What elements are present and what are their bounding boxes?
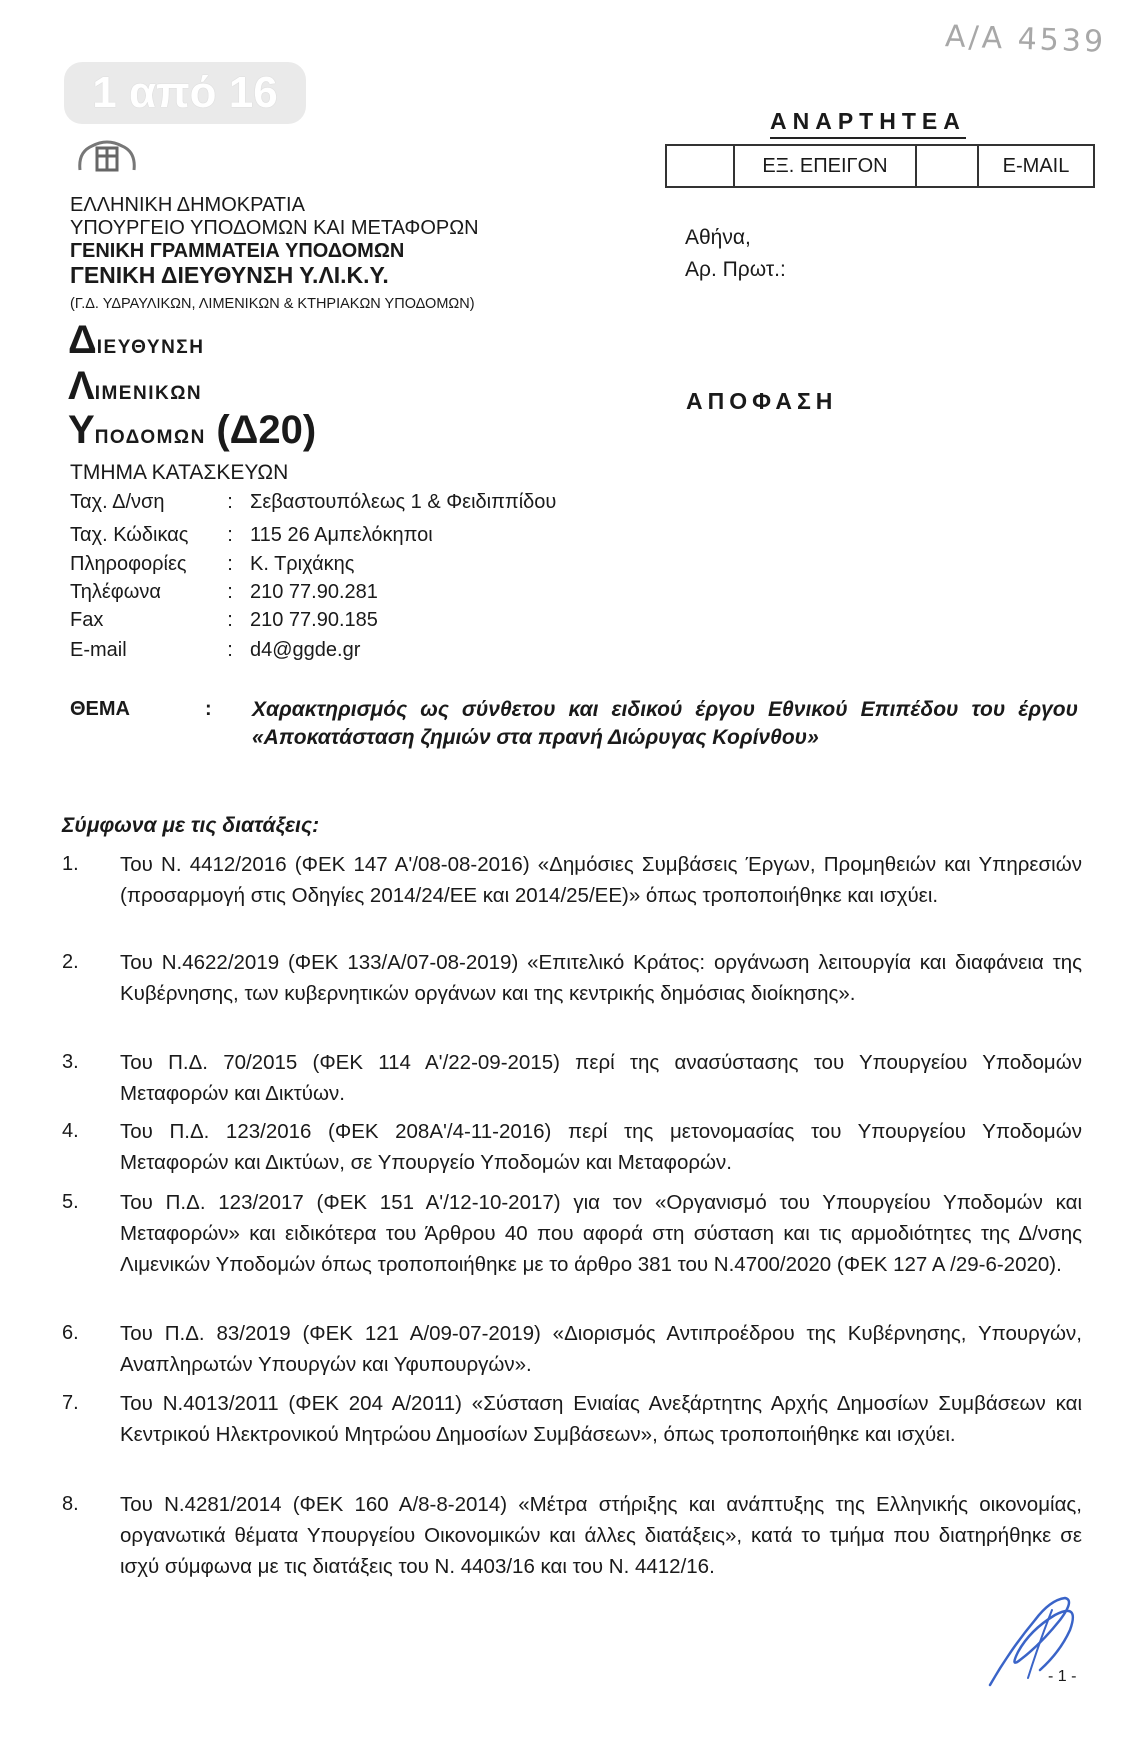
subject-text: Χαρακτηρισμός ως σύνθετου και ειδικού έργου Εθνικού Επιπέδου του έργου «Αποκατάσταση ζημιών στα πρανή Διώρυγας Κορίνθου» [252, 698, 1078, 749]
header-republic: ΕΛΛΗΝΙΚΗ ΔΗΜΟΚΡΑΤΙΑ [70, 194, 305, 216]
contact-value: Σεβαστουπόλεως 1 & Φειδιππίδου [250, 491, 557, 513]
place-athens: Αθήνα, [685, 226, 751, 249]
department-line-3: ΥΠΟΔΟΜΩΝ (Δ20) [68, 408, 317, 452]
provision-text: Του Ν.4622/2019 (ΦΕΚ 133/Α/07-08-2019) «Επιτελικό Κράτος: οργάνωση λειτουργία και διαφάνεια της Κυβέρνησης, των κυβερνητικών οργάνων και της κεντρικής δημόσιας διοίκησης». [120, 951, 1082, 1005]
contact-label: Fax [70, 609, 104, 631]
national-emblem-icon [72, 140, 142, 174]
provision-number: 7. [62, 1392, 79, 1414]
contact-row-postal-code: Ταχ. Κώδικας : 115 26 Αμπελόκηποι [70, 524, 433, 546]
provision-text: Του Π.Δ. 123/2017 (ΦΕΚ 151 Α'/12-10-2017) για τον «Οργανισμό του Υπουργείου Υποδομών και Μεταφορών» και ειδικότερα του Άρθρου 40 που αφορά στη σύσταση και τις αρμοδιότητες της Δ/νσης Λιμενικών Υποδομών όπως τροποποιήθηκε με το άρθρο 381 του Ν.4700/2020 (ΦΕΚ 127 Α /29-6-2020). [120, 1191, 1082, 1276]
header-ministry: ΥΠΟΥΡΓΕΙΟ ΥΠΟΔΟΜΩΝ ΚΑΙ ΜΕΤΑΦΟΡΩΝ [70, 217, 479, 239]
provision-number: 6. [62, 1322, 79, 1344]
provision-text: Του Ν.4013/2011 (ΦΕΚ 204 Α/2011) «Σύσταση Ενιαίας Ανεξάρτητης Αρχής Δημοσίων Συμβάσεων και Κεντρικού Ηλεκτρονικού Μητρώου Δημοσίων Συμβάσεων», όπως τροποποιήθηκε και ισχύει. [120, 1392, 1082, 1446]
provision-number: 8. [62, 1493, 79, 1515]
page-indicator: 1 από 16 [64, 62, 306, 124]
urgent-box: ΕΞ. ΕΠΕΙΓΟΝ [735, 146, 917, 186]
section-name: ΤΜΗΜΑ ΚΑΤΑΣΚΕΥΩΝ [70, 461, 289, 484]
document-type-decision: ΑΠΟΦΑΣΗ [686, 388, 838, 414]
header-general-directorate: ΓΕΝΙΚΗ ΔΙΕΥΘΥΝΣΗ Υ.ΛΙ.Κ.Υ. [70, 262, 389, 288]
provision-text: Του Π.Δ. 123/2016 (ΦΕΚ 208Α'/4-11-2016) περί της μετονομασίας του Υπουργείου Υποδομών Μεταφορών και Δικτύων, σε Υπουργείο Υποδομών και Μεταφορών. [120, 1120, 1082, 1174]
provision-number: 4. [62, 1120, 79, 1142]
contact-label: Ταχ. Δ/νση [70, 491, 165, 513]
contact-value: 210 77.90.185 [250, 609, 378, 631]
department-line-2: ΛΙΜΕΝΙΚΩΝ [68, 364, 203, 408]
contact-value: 210 77.90.281 [250, 581, 378, 603]
provision-text: Του Ν.4281/2014 (ΦΕΚ 160 Α/8-8-2014) «Μέτρα στήριξης και ανάπτυξης της Ελληνικής οικονομίας, οργανωτικά θέματα Υπουργείου Οικονομικών και άλλες διατάξεις», κατά το τμήμα που διατηρήθηκε σε ισχύ σύμφωνα με τις διατάξεις του Ν. 4403/16 και του Ν. 4412/16. [120, 1493, 1082, 1578]
contact-label: Πληροφορίες [70, 553, 187, 575]
email-box: E-MAIL [1002, 154, 1070, 177]
subject-label: ΘΕΜΑ [70, 698, 130, 720]
contact-label: Ταχ. Κώδικας [70, 524, 189, 546]
urgency-box-row [665, 144, 1095, 188]
page-number: - 1 - [1048, 1668, 1077, 1685]
contact-row-fax: Fax : 210 77.90.185 [70, 609, 378, 631]
contact-row-information: Πληροφορίες : Κ. Τριχάκης [70, 553, 355, 575]
contact-row-email: E-mail : d4@ggde.gr [70, 639, 361, 661]
contact-value: Κ. Τριχάκης [250, 553, 355, 575]
posting-required-label: ΑΝΑΡΤΗΤΕΑ [770, 108, 966, 139]
contact-row-phone: Τηλέφωνα : 210 77.90.281 [70, 581, 378, 603]
empty-box [917, 146, 979, 186]
provision-number: 2. [62, 951, 79, 973]
contact-value: 115 26 Αμπελόκηποι [250, 524, 433, 546]
protocol-number-label: Αρ. Πρωτ.: [685, 258, 786, 281]
contact-label: E-mail [70, 639, 127, 661]
contact-value: d4@ggde.gr [250, 639, 361, 661]
provision-number: 5. [62, 1191, 79, 1213]
contact-row-address: Ταχ. Δ/νση : Σεβαστουπόλεως 1 & Φειδιππίδου [70, 491, 557, 513]
contact-label: Τηλέφωνα [70, 581, 161, 603]
provision-text: Του Π.Δ. 70/2015 (ΦΕΚ 114 Α'/22-09-2015) περί της ανασύστασης του Υπουργείου Υποδομών Μεταφορών και Δικτύων. [120, 1051, 1082, 1105]
header-general-secretariat: ΓΕΝΙΚΗ ΓΡΑΜΜΑΤΕΙΑ ΥΠΟΔΟΜΩΝ [70, 240, 405, 262]
subject-colon: : [205, 698, 212, 720]
provision-number: 3. [62, 1051, 79, 1073]
provision-text: Του Π.Δ. 83/2019 (ΦΕΚ 121 Α/09-07-2019) «Διορισμός Αντιπροέδρου της Κυβέρνησης, Υπουργών, Αναπληρωτών Υπουργών και Υφυπουργών». [120, 1322, 1082, 1376]
department-line-1: ΔΙΕΥΘΥΝΣΗ [68, 318, 205, 362]
handwritten-reference-number: Α/Α 4539 [944, 19, 1107, 60]
provision-text: Του Ν. 4412/2016 (ΦΕΚ 147 Α'/08-08-2016) «Δημόσιες Συμβάσεις Έργων, Προμηθειών και Υπηρεσιών (προσαρμογή στις Οδηγίες 2014/24/ΕΕ και 2014/25/ΕΕ)» όπως τροποποιήθηκε και ισχύει. [120, 853, 1082, 907]
empty-box [667, 146, 735, 186]
provisions-title: Σύμφωνα με τις διατάξεις: [62, 814, 320, 837]
header-directorate-subtitle: (Γ.Δ. ΥΔΡΑΥΛΙΚΩΝ, ΛΙΜΕΝΙΚΩΝ & ΚΤΗΡΙΑΚΩΝ ΥΠΟΔΟΜΩΝ) [70, 296, 475, 312]
provision-number: 1. [62, 853, 79, 875]
